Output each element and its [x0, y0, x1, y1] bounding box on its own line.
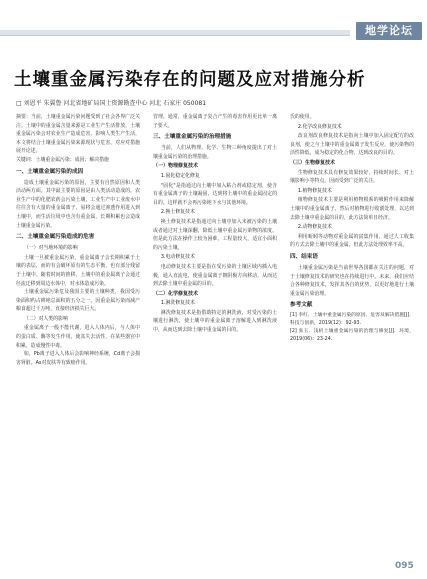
reference-item: [2] 张玉．浅析土壤重金属污染的治理与修复[J]．环境，2019(06)：23-24.	[290, 328, 414, 342]
references-heading: 参考文献	[290, 302, 313, 309]
item-heading: 3.电动修复技术	[160, 254, 195, 261]
paragraph: 利用蚯蚓等动物对重金属的富集作用，通过人工收集的方式去除土壤中的重金属，但此方法处理效率不高。	[290, 233, 414, 249]
section-heading: 三、土壤重金属污染的治理措施	[153, 134, 232, 141]
paragraph: 植物修复技术主要是利用植物根系的吸附作用来降解土壤中的重金属离子，然后对植物进行收割处理，以达到去除土壤中重金属的目的，此方法简单且经济。	[290, 197, 414, 221]
paragraph: 淋洗修复技术是指借助特定的淋洗液，对受污染的土壤进行淋洗，使土壤中的重金属离子溶解进入到淋洗液中，从而达到去除土壤中重金属的目的。	[153, 309, 277, 334]
item-heading: 2.化学改良修复技术	[297, 123, 342, 130]
paragraph: 换土修复技术是指通过向土壤中加入未被污染的土壤或者通过对土壤深翻，降低土壤中重金属污染物的浓度。但是此方法在操作上较为困难，工程量较大，适宜小面积的污染土壤。	[153, 218, 277, 251]
article-byline: □ 刘恩平 朱翼鲁 河北省地矿局国土资源勘查中心 河北 石家庄 050081	[16, 100, 207, 107]
paragraph: "固化"是指通过向土壤中加入粘合剂或稳定剂，使含有重金属离子的土壤凝固，达到将土壤中的重金属固定的目的。这样就不会再污染地下水与其他环境。	[153, 182, 277, 206]
item-heading: 2.动物修复技术	[297, 224, 332, 231]
item-heading: 1.固化稳定化修复	[160, 172, 200, 179]
paragraph: 土壤重金属污染危及我国主要的土壤种类，我国受污染面积约占耕地总面积的五分之一，因重金属污染而减产粮食超过千万吨，直接经济损失巨大。	[16, 289, 140, 313]
section-tag: 地学论坛	[356, 22, 422, 40]
item-heading: 1.淋洗修复技术	[160, 300, 195, 307]
subsection-heading: （一）物理修复技术	[153, 163, 199, 170]
paragraph: 土壤重金属污染是当前世界各国都在关注的问题，对于土壤修复技术的研究也在持续进行中。未来，我们应结合各种修复技术，发挥其各自的优势，以更好地进行土壤重金属污染治理。	[290, 264, 414, 297]
paragraph: 生物修复技术具有修复效果较好，持续时间长、对土壤影响小等特点，因而受到广泛的关注。	[290, 169, 414, 185]
reference-item: [1] 李红．土壤中重金属污染的原因、危害及解决措施[J]．科技与创新，2019(12)：92-93.	[290, 312, 414, 326]
paragraph: 如，Pb离子进入人体后会影响神经系统，Cd离子会损害肾脏，As对皮肤等有致癌作用。	[16, 351, 140, 366]
paragraph: 造成土壤重金属污染的原因，主要有自然原因和人类活动两方面。其中最主要的原因是由人类活动造成的。农业生产中的化肥农药会污染土壤，工业生产中工业废水中往往含有大量的重金属离子，易将会通过渗透作用进入到土壤中，而生活垃圾中也含有重金属，长期积累也会造成土壤重金属污染。	[16, 179, 140, 229]
paragraph: 管理。通常，重金属离子复合产生的毒害作用更比单一离子要大。	[153, 114, 277, 129]
abstract: 摘要：当前，土壤重金属污染问题受到了社会各界广泛关注。土壤中的重金属含量来源是工业生产生活排放，土壤重金属污染会对农业生产造成危害，影响人类生产生活，本文将结合土壤重金属污染来源现状与危害，对应对措施展开论述。	[16, 114, 140, 155]
article-title: 土壤重金属污染存在的问题及应对措施分析	[14, 70, 366, 90]
header-rule-line	[0, 35, 350, 36]
section-heading: 二、土壤重金属污染造成的危害	[16, 234, 95, 241]
item-heading: 2.换土修复技术	[160, 209, 195, 216]
section-heading: 一、土壤重金属污染的成因	[16, 168, 84, 175]
paragraph: 电动修复技术主要是指在受污染的土壤区域内插入电极，通入直流电，使重金属离子朝阴极方向移动，从而达到去除土壤中重金属的目的。	[153, 263, 277, 288]
subsection-heading: （二）化学修复技术	[153, 290, 199, 297]
paragraph: 土壤一旦被重金属污染，重金属离子会长期积累于土壤的表层，而的有会破坏原有的生态平衡，也有部分残留于土壤中。随着时间的推移，土壤中的重金属离子会通过径流迁移到周边水体中，对水体造成污染。	[16, 254, 140, 287]
text-column-3	[290, 113, 414, 344]
subsection-heading: （一）对当地环境的影响	[23, 245, 78, 252]
paragraph: 氏的使用。	[290, 114, 315, 120]
text-column-1	[16, 113, 140, 367]
text-column-2	[153, 113, 277, 335]
page-number: 095	[395, 561, 414, 571]
section-heading: 四、结束语	[290, 253, 318, 260]
paragraph: 改良剂改良修复技术是指向土壤中加入固定配方的改良剂，使之与土壤中的重金属离子发生反应，使污染物的活性降低，成为稳定的化合物，达到改良的目的。	[290, 133, 414, 157]
item-heading: 1.植物修复技术	[297, 187, 332, 194]
keywords: 关键词：土壤重金属污染；成因；解决措施	[16, 156, 109, 163]
paragraph: 当前，人们从物理、化学、生物三种角度提出了对土壤重金属污染的治理措施。	[153, 145, 277, 160]
paragraph: 重金属离子一般不能代谢，进入人体内后，与人体中的蛋白质、酶等发生作用，使其失去活性，在某些器官中积累，造成慢性中毒。	[16, 325, 140, 349]
subsection-heading: （三）生物修复技术	[290, 159, 336, 166]
subsection-heading: （二）对人类的影响	[23, 315, 68, 322]
